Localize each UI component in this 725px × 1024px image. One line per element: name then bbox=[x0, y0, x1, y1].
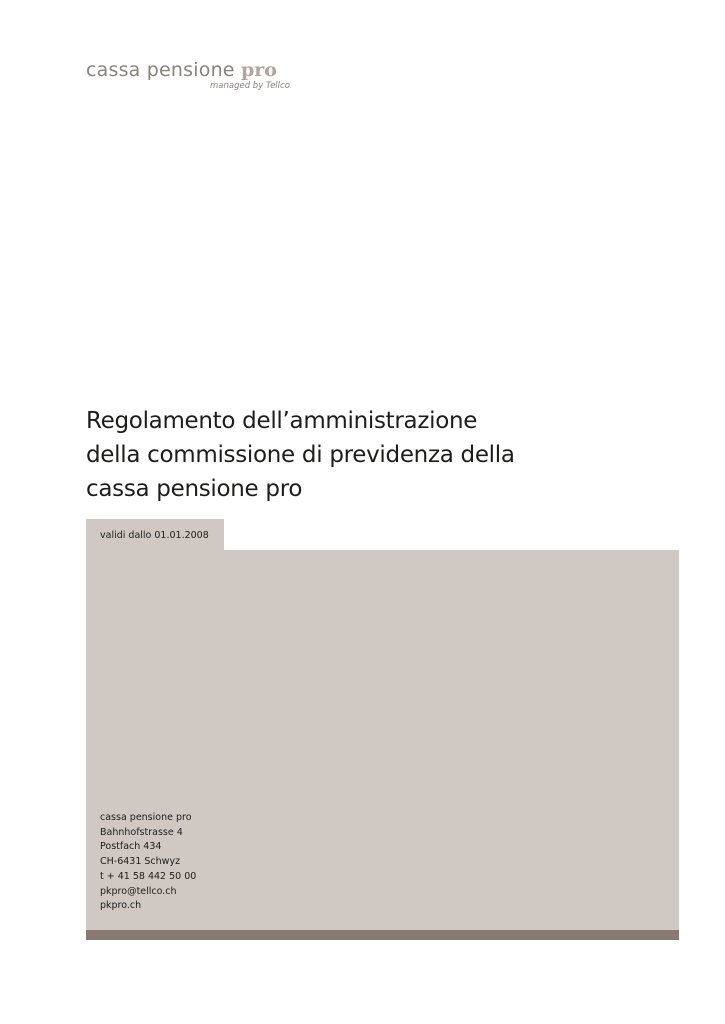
logo-wordmark-main: cassa pensione bbox=[86, 59, 241, 81]
logo-wordmark bbox=[86, 56, 277, 84]
validity-tab bbox=[86, 519, 224, 551]
logo-tagline: managed by Tellco bbox=[210, 81, 290, 91]
address-street: Bahnhofstrasse 4 bbox=[100, 826, 183, 838]
brand-logo bbox=[86, 56, 296, 96]
address-organization: cassa pensione pro bbox=[100, 812, 192, 823]
panel-bottom-bar bbox=[86, 930, 679, 940]
logo-wordmark-accent: pro bbox=[240, 59, 277, 81]
title-line: della commissione di previdenza della bbox=[86, 442, 515, 468]
address-po-box: Postfach 434 bbox=[100, 841, 162, 853]
address-phone: t + 41 58 442 50 00 bbox=[100, 870, 197, 882]
title-line: cassa pensione pro bbox=[86, 476, 303, 502]
address-email: pkpro@tellco.ch bbox=[100, 885, 177, 897]
address-city: CH-6431 Schwyz bbox=[100, 856, 181, 868]
title-line: Regolamento dell’amministrazione bbox=[86, 408, 478, 434]
address-website: pkpro.ch bbox=[100, 900, 142, 912]
validity-date-label: validi dallo 01.01.2008 bbox=[100, 530, 209, 541]
document-title bbox=[86, 404, 686, 506]
contact-address bbox=[100, 811, 196, 914]
